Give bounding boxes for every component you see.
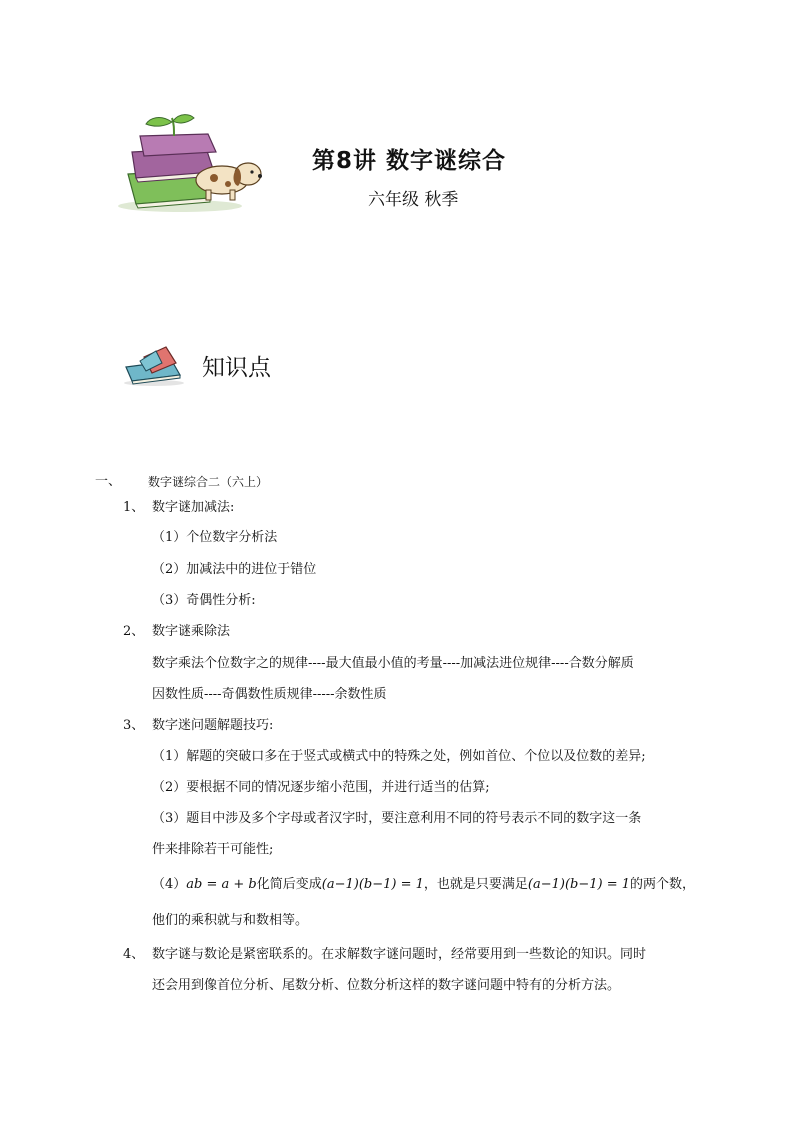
books-icon (122, 343, 188, 387)
item-title-3: 数字迷问题解题技巧: (152, 718, 274, 733)
item-3-sub-4-text-3: 的两个数， (630, 877, 696, 892)
item-2-paragraph-line-2: 因数性质----奇偶数性质规律-----余数性质 (152, 687, 387, 702)
item-3-sub-4-text-2: ，也就是只要满足 (423, 877, 528, 892)
item-title-1: 数字谜加减法: (152, 500, 235, 515)
item-3-sub-4-continued: 他们的乘积就与和数相等。 (152, 913, 309, 928)
item-number-4: 4、 (123, 947, 145, 962)
item-1-sub-3: （3）奇偶性分析: (152, 593, 256, 608)
item-3-sub-4-label: （4） (152, 877, 187, 892)
lecture-subtitle: 六年级 秋季 (368, 190, 459, 210)
item-3-sub-4-text-1: 化简后变成 (256, 877, 322, 892)
equation-product-a: (a−1)(b−1) = 1 (321, 877, 424, 892)
item-title-2: 数字谜乘除法 (152, 624, 231, 639)
equation-product-b: (a−1)(b−1) = 1 (527, 877, 631, 892)
item-1-sub-2: （2）加减法中的进位于错位 (152, 562, 317, 577)
outline-main-title: 数字谜综合二（六上） (148, 475, 269, 489)
books-puppy-illustration (110, 112, 270, 214)
item-3-sub-3-continued: 件来排除若干可能性; (152, 842, 274, 857)
item-number-2: 2、 (123, 624, 145, 639)
item-3-sub-4 (152, 876, 695, 894)
item-2-paragraph-line-1: 数字乘法个位数字之的规律----最大值最小值的考量----加减法进位规律----合数分解质 (152, 656, 634, 671)
item-3-sub-3: （3）题目中涉及多个字母或者汉字时，要注意利用不同的符号表示不同的数字这一条 (152, 811, 642, 826)
outline-main-number: 一、 (95, 474, 122, 489)
item-3-sub-2: （2）要根据不同的情况逐步缩小范围，并进行适当的估算; (152, 780, 490, 795)
lecture-title: 第8讲 数字谜综合 (312, 148, 507, 174)
section-title: 知识点 (202, 355, 271, 381)
item-1-sub-1: （1）个位数字分析法 (152, 530, 278, 545)
item-number-1: 1、 (123, 500, 145, 515)
equation-ab: ab = a + b (186, 877, 257, 892)
item-4-paragraph-line-2: 还会用到像首位分析、尾数分析、位数分析这样的数字谜问题中特有的分析方法。 (152, 978, 621, 993)
item-4-paragraph-line-1: 数字谜与数论是紧密联系的。在求解数字谜问题时，经常要用到一些数论的知识。同时 (152, 947, 647, 962)
item-3-sub-1: （1）解题的突破口多在于竖式或横式中的特殊之处，例如首位、个位以及位数的差异; (152, 749, 646, 764)
item-number-3: 3、 (123, 718, 145, 733)
